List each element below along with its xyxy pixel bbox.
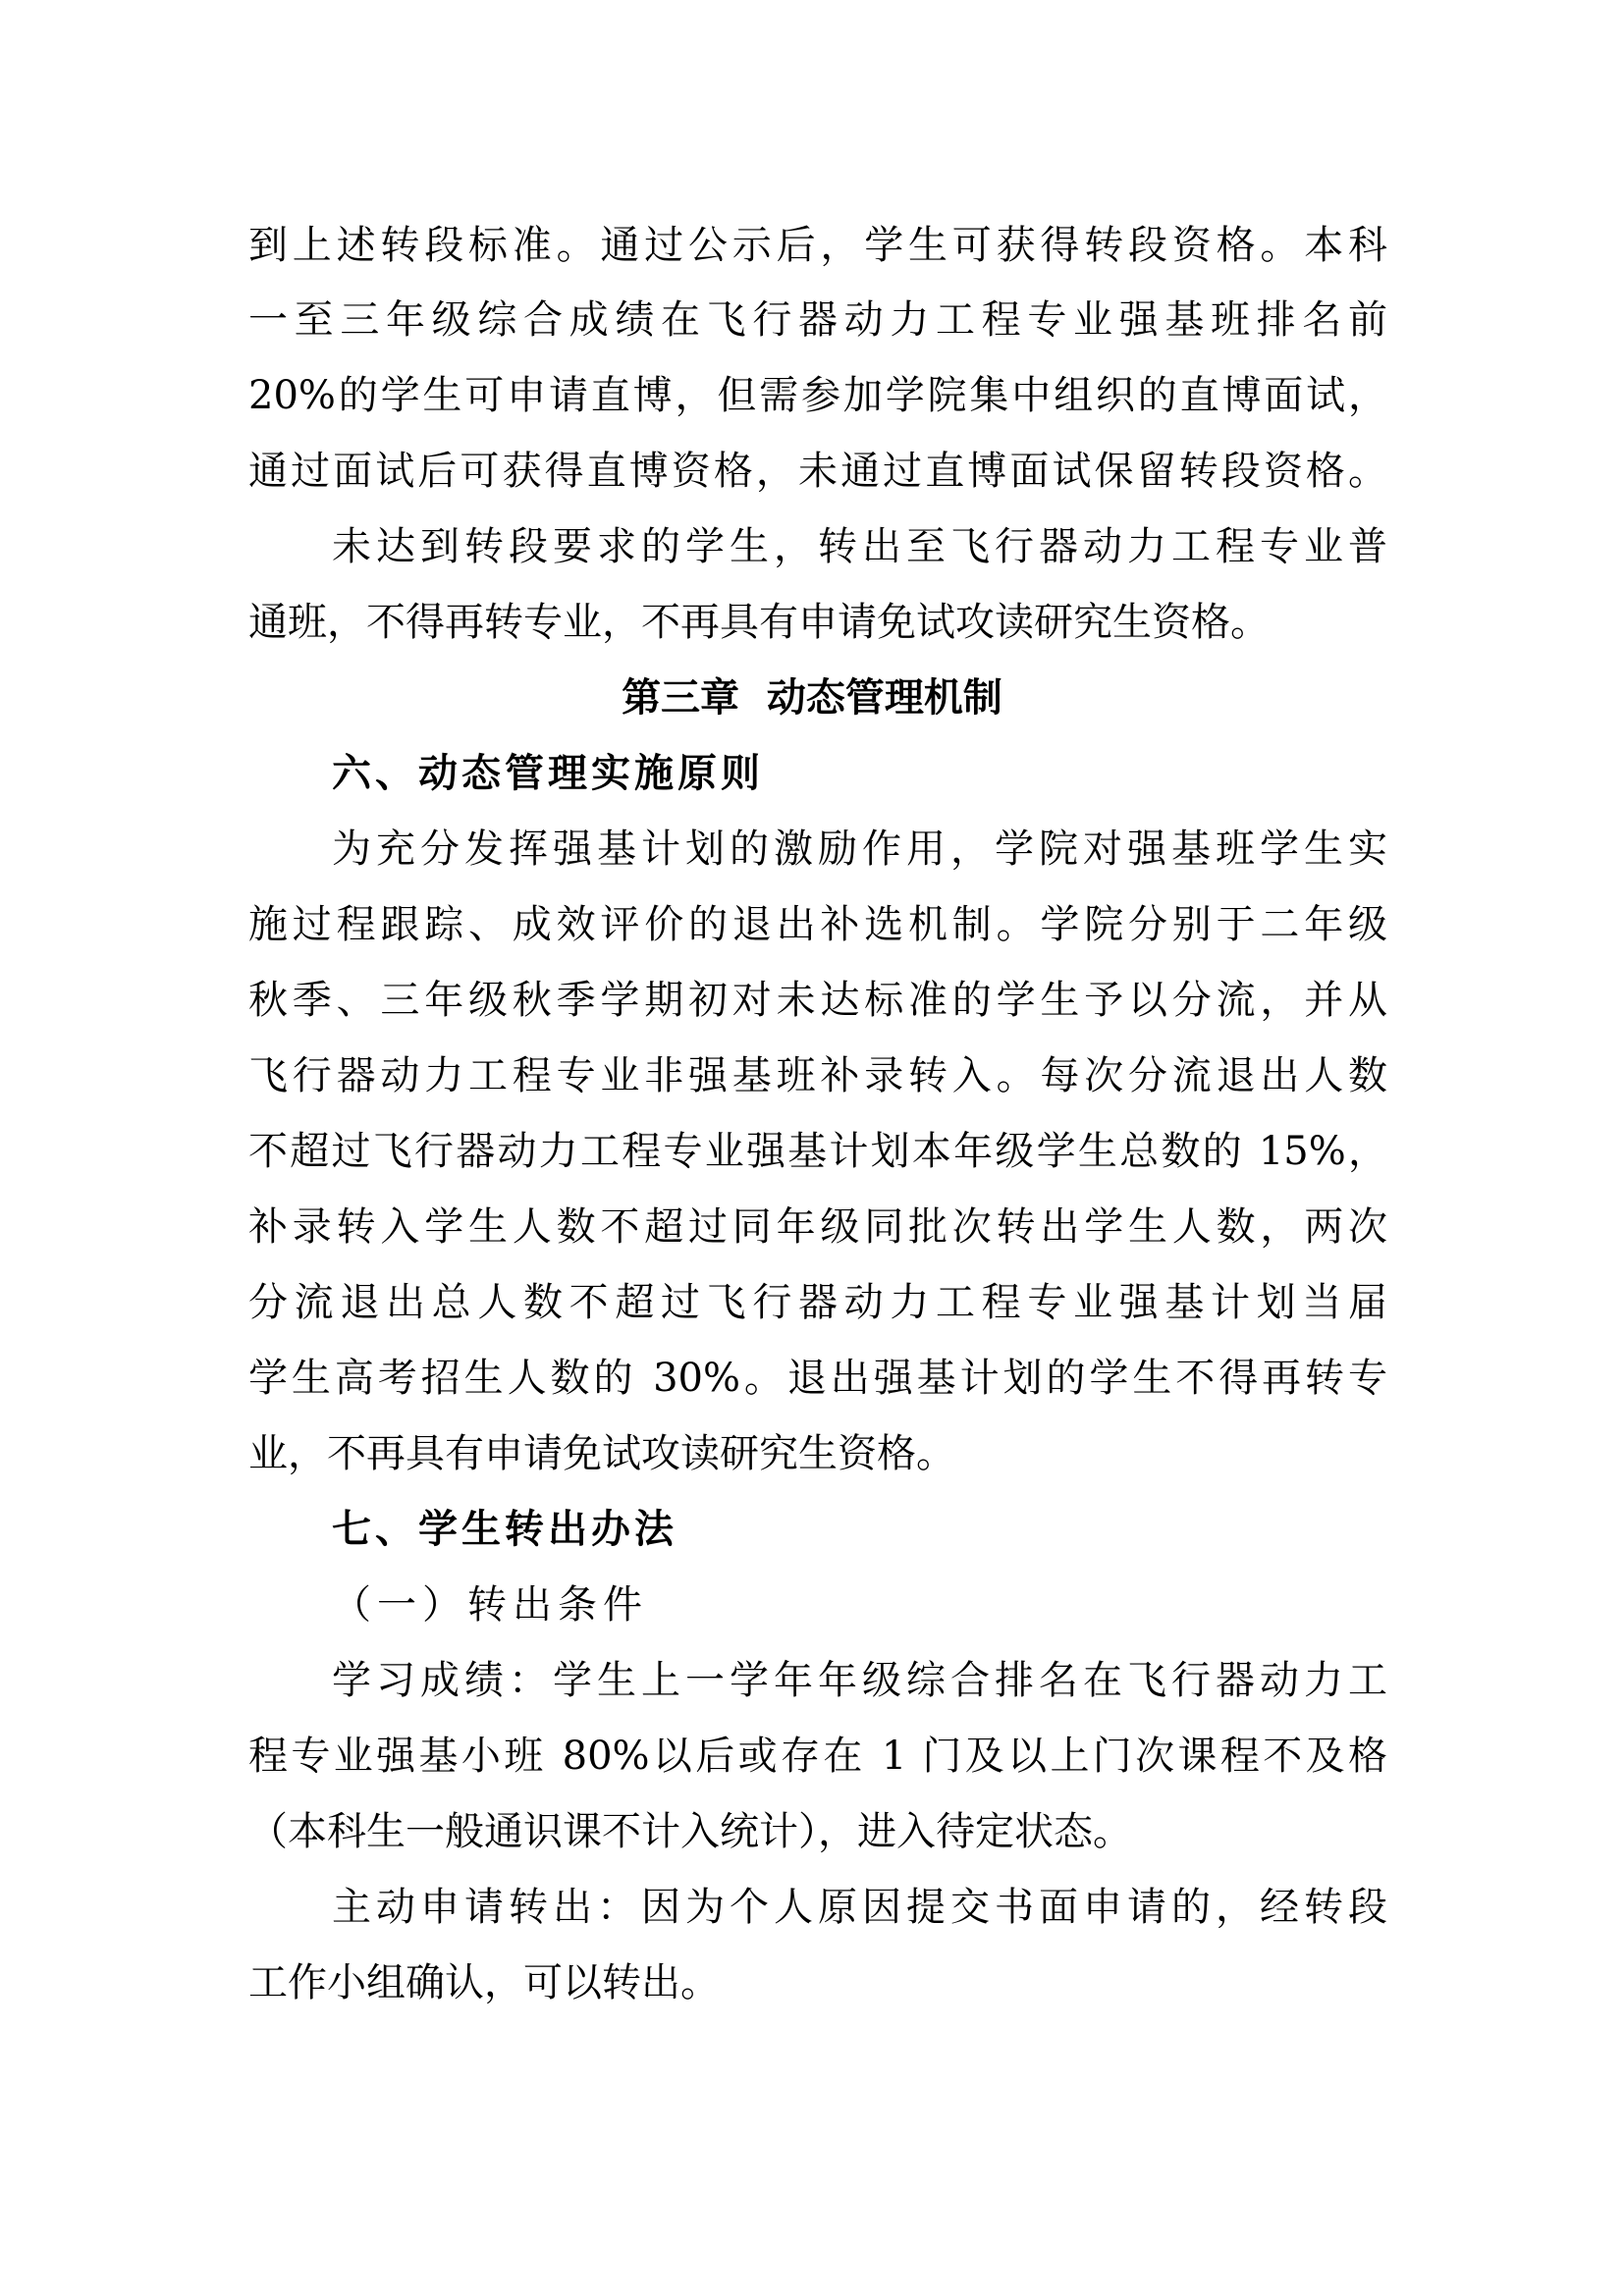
body-line: 学习成绩：学生上一学年年级综合排名在飞行器动力工 xyxy=(332,1658,1387,1703)
body-line: 为充分发挥强基计划的激励作用，学院对强基班学生实 xyxy=(332,827,1387,872)
section-heading-6: 六、动态管理实施原则 xyxy=(332,751,764,796)
body-line: （本科生一般通识课不计入统计），进入待定状态。 xyxy=(248,1809,1132,1854)
body-line: 20%的学生可申请直博，但需参加学院集中组织的直博面试， xyxy=(248,373,1387,418)
body-line: 程专业强基小班 80%以后或存在 1 门及以上门次课程不及格 xyxy=(248,1734,1387,1779)
chapter-title: 第三章 动态管理机制 xyxy=(622,675,1002,721)
section-heading-7: 七、学生转出办法 xyxy=(332,1507,677,1552)
body-line: 飞行器动力工程专业非强基班补录转入。每次分流退出人数 xyxy=(248,1053,1387,1098)
body-line: 通班，不得再转专业，不再具有申请免试攻读研究生资格。 xyxy=(248,600,1270,645)
body-line: 学生高考招生人数的 30%。退出强基计划的学生不得再转专 xyxy=(248,1356,1387,1401)
body-line: 通过面试后可获得直博资格，未通过直博面试保留转段资格。 xyxy=(248,449,1387,494)
body-line: 工作小组确认，可以转出。 xyxy=(248,1960,720,2005)
body-line: 秋季、三年级秋季学期初对未达标准的学生予以分流，并从 xyxy=(248,978,1387,1023)
body-line: 业，不再具有申请免试攻读研究生资格。 xyxy=(248,1431,955,1476)
body-line: 到上述转段标准。通过公示后，学生可获得转段资格。本科 xyxy=(248,223,1387,268)
body-line: 施过程跟踪、成效评价的退出补选机制。学院分别于二年级 xyxy=(248,902,1387,947)
body-line: 未达到转段要求的学生，转出至飞行器动力工程专业普 xyxy=(332,524,1387,569)
body-line: 补录转入学生人数不超过同年级同批次转出学生人数，两次 xyxy=(248,1204,1387,1250)
body-line: 一至三年级综合成绩在飞行器动力工程专业强基班排名前 xyxy=(248,297,1387,343)
body-line: 分流退出总人数不超过飞行器动力工程专业强基计划当届 xyxy=(248,1280,1387,1325)
body-line: 主动申请转出：因为个人原因提交书面申请的，经转段 xyxy=(332,1885,1387,1930)
subsection-heading: （一）转出条件 xyxy=(332,1582,648,1628)
body-line: 不超过飞行器动力工程专业强基计划本年级学生总数的 15%， xyxy=(248,1129,1387,1174)
